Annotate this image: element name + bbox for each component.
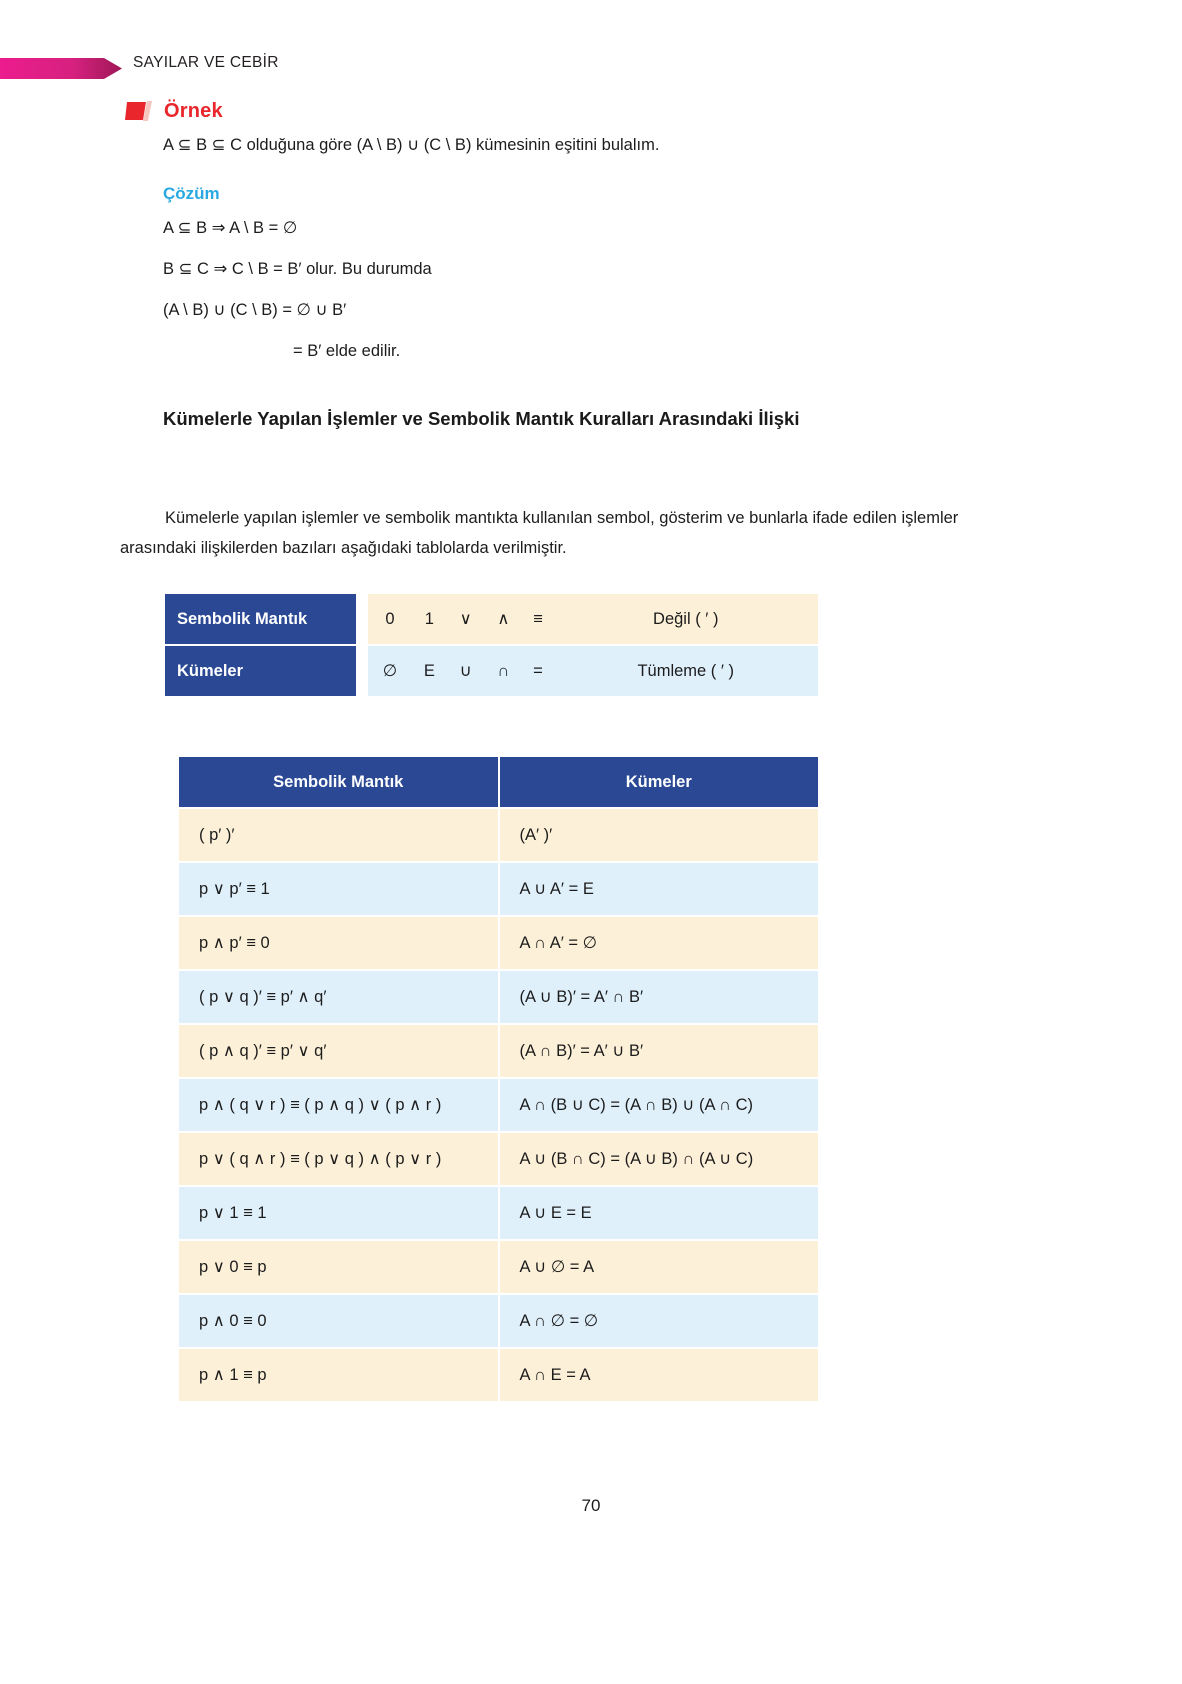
section-paragraph bbox=[120, 503, 1020, 563]
rule-sets-cell: A ∩ ∅ = ∅ bbox=[500, 1295, 819, 1347]
running-head-text: SAYILAR VE CEBİR bbox=[133, 54, 279, 71]
symbols-cell: Tümleme ( ′ ) bbox=[554, 646, 819, 696]
symbols-cell: 1 bbox=[412, 594, 447, 644]
solution-line-4: = B′ elde edilir. bbox=[293, 342, 401, 360]
rule-logic-cell: p ∨ 0 ≡ p bbox=[179, 1241, 498, 1293]
solution-line-3: (A \ B) ∪ (C \ B) = ∅ ∪ B′ bbox=[163, 301, 347, 319]
example-badge bbox=[125, 99, 223, 123]
spacer-cell bbox=[356, 594, 368, 644]
rule-logic-cell: p ∧ 1 ≡ p bbox=[179, 1349, 498, 1401]
table-row bbox=[179, 1133, 818, 1185]
page-number: 70 bbox=[581, 1496, 601, 1515]
solution-label: Çözüm bbox=[163, 184, 220, 203]
solution-line-2: B ⊆ C ⇒ C \ B = B′ olur. Bu durumda bbox=[163, 260, 432, 278]
table-row bbox=[179, 1349, 818, 1401]
symbols-cell: ∅ bbox=[368, 646, 412, 696]
symbols-row-label: Sembolik Mantık bbox=[165, 594, 356, 644]
rule-sets-cell: (A ∩ B)′ = A′ ∪ B′ bbox=[500, 1025, 819, 1077]
symbols-row-label: Kümeler bbox=[165, 646, 356, 696]
rule-sets-cell: (A′ )′ bbox=[500, 809, 819, 861]
symbols-cell: ∧ bbox=[485, 594, 523, 644]
rule-logic-cell: p ∨ ( q ∧ r ) ≡ ( p ∨ q ) ∧ ( p ∨ r ) bbox=[179, 1133, 498, 1185]
symbols-cell: = bbox=[522, 646, 553, 696]
example-question: A ⊆ B ⊆ C olduğuna göre (A \ B) ∪ (C \ B) kümesinin eşitini bulalım. bbox=[163, 136, 660, 154]
running-head bbox=[0, 54, 1182, 84]
example-bookmark-icon bbox=[125, 99, 157, 123]
rule-logic-cell: p ∧ p′ ≡ 0 bbox=[179, 917, 498, 969]
table-row bbox=[179, 1025, 818, 1077]
table-row bbox=[179, 971, 818, 1023]
rules-header-logic: Sembolik Mantık bbox=[179, 757, 498, 807]
rule-logic-cell: p ∨ 1 ≡ 1 bbox=[179, 1187, 498, 1239]
rule-sets-cell: A ∪ (B ∩ C) = (A ∪ B) ∩ (A ∪ C) bbox=[500, 1133, 819, 1185]
section-paragraph-text: Kümelerle yapılan işlemler ve sembolik mantıkta kullanılan sembol, gösterim ve bunlarla ifade edilen işlemler arasındaki ilişkilerden bazıları aşağıdaki tablolarda verilmiştir. bbox=[120, 509, 959, 557]
rule-sets-cell: A ∪ ∅ = A bbox=[500, 1241, 819, 1293]
rule-logic-cell: p ∨ p′ ≡ 1 bbox=[179, 863, 498, 915]
table-row bbox=[179, 1079, 818, 1131]
symbols-cell: ∪ bbox=[447, 646, 485, 696]
table-row bbox=[179, 809, 818, 861]
rule-logic-cell: p ∧ 0 ≡ 0 bbox=[179, 1295, 498, 1347]
symbols-cell: E bbox=[412, 646, 447, 696]
section-title: Kümelerle Yapılan İşlemler ve Sembolik Mantık Kuralları Arasındaki İlişki bbox=[163, 408, 800, 429]
table-row bbox=[179, 1295, 818, 1347]
symbols-table bbox=[165, 592, 818, 698]
rule-logic-cell: ( p ∧ q )′ ≡ p′ ∨ q′ bbox=[179, 1025, 498, 1077]
rule-sets-cell: A ∪ E = E bbox=[500, 1187, 819, 1239]
rule-sets-cell: (A ∪ B)′ = A′ ∩ B′ bbox=[500, 971, 819, 1023]
rule-logic-cell: ( p ∨ q )′ ≡ p′ ∧ q′ bbox=[179, 971, 498, 1023]
rule-logic-cell: p ∧ ( q ∨ r ) ≡ ( p ∧ q ) ∨ ( p ∧ r ) bbox=[179, 1079, 498, 1131]
symbols-cell: ≡ bbox=[522, 594, 553, 644]
table-row bbox=[165, 594, 818, 644]
rule-sets-cell: A ∩ E = A bbox=[500, 1349, 819, 1401]
solution-line-1: A ⊆ B ⇒ A \ B = ∅ bbox=[163, 219, 298, 237]
symbols-cell: ∨ bbox=[447, 594, 485, 644]
example-label: Örnek bbox=[164, 99, 223, 122]
rule-logic-cell: ( p′ )′ bbox=[179, 809, 498, 861]
table-row bbox=[179, 1241, 818, 1293]
symbols-cell: 0 bbox=[368, 594, 412, 644]
symbols-cell: ∩ bbox=[485, 646, 523, 696]
table-row bbox=[179, 1187, 818, 1239]
spacer-cell bbox=[356, 646, 368, 696]
table-row bbox=[179, 863, 818, 915]
table-row bbox=[165, 646, 818, 696]
rule-sets-cell: A ∪ A′ = E bbox=[500, 863, 819, 915]
rules-header-sets: Kümeler bbox=[500, 757, 819, 807]
rules-table bbox=[177, 755, 820, 1403]
symbols-cell: Değil ( ′ ) bbox=[554, 594, 819, 644]
rule-sets-cell: A ∩ (B ∪ C) = (A ∩ B) ∪ (A ∩ C) bbox=[500, 1079, 819, 1131]
table-row bbox=[179, 917, 818, 969]
pink-arrow-icon bbox=[0, 57, 122, 80]
table-header-row bbox=[179, 757, 818, 807]
rule-sets-cell: A ∩ A′ = ∅ bbox=[500, 917, 819, 969]
